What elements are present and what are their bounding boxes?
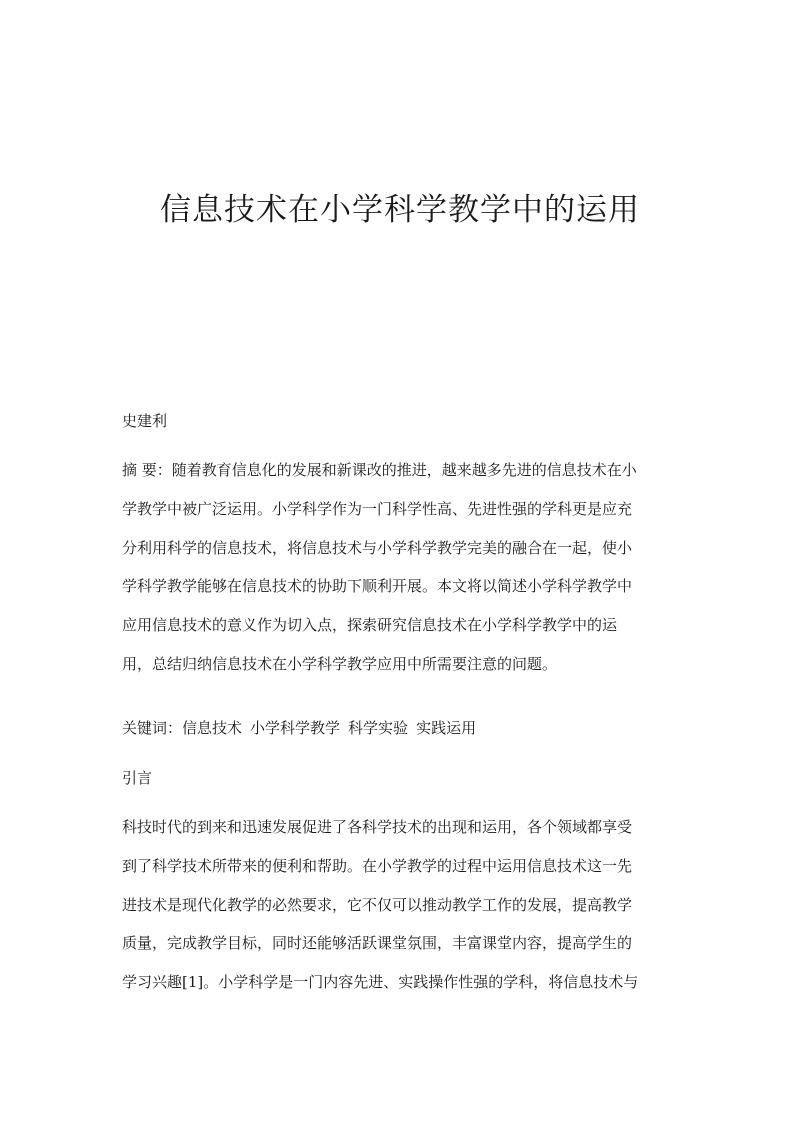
keyword-item: 信息技术 bbox=[182, 719, 243, 737]
intro-line: 学习兴趣[1]。小学科学是一门内容先进、实践操作性强的学科，将信息技术与 bbox=[122, 973, 639, 992]
intro-line: 进技术是现代化教学的必然要求，它不仅可以推动教学工作的发展，提高教学 bbox=[122, 895, 633, 914]
abstract-paragraph bbox=[122, 457, 637, 690]
intro-line: 科技时代的到来和迅速发展促进了各科学技术的出现和运用，各个领域都享受 bbox=[122, 818, 633, 836]
abstract-line: 学教学中被广泛运用。小学科学作为一门科学性高、先进性强的学科更是应充 bbox=[122, 499, 633, 518]
abstract-line: 分利用科学的信息技术，将信息技术与小学科学教学完美的融合在一起，使小 bbox=[122, 538, 633, 557]
author-name: 史建利 bbox=[122, 412, 168, 430]
abstract-line: 摘 要：随着教育信息化的发展和新课改的推进，越来越多先进的信息技术在小 bbox=[122, 461, 637, 479]
abstract-line: 应用信息技术的意义作为切入点，探索研究信息技术在小学科学教学中的运 bbox=[122, 616, 618, 635]
intro-line: 到了科学技术所带来的便利和帮助。在小学教学的过程中运用信息技术这一先 bbox=[122, 856, 633, 875]
keyword-item: 实践运用 bbox=[416, 719, 477, 737]
abstract-line: 学科学教学能够在信息技术的协助下顺利开展。本文将以简述小学科学教学中 bbox=[122, 577, 633, 596]
keyword-item: 小学科学教学 bbox=[250, 719, 341, 737]
intro-paragraph bbox=[122, 814, 638, 1008]
keyword-item: 科学实验 bbox=[348, 719, 409, 737]
section-heading: 引言 bbox=[122, 769, 153, 787]
abstract-line: 用，总结归纳信息技术在小学科学教学应用中所需要注意的问题。 bbox=[122, 654, 558, 673]
document-title: 信息技术在小学科学教学中的运用 bbox=[160, 192, 640, 228]
intro-line: 质量，完成教学目标，同时还能够活跃课堂氛围，丰富课堂内容，提高学生的 bbox=[122, 934, 633, 953]
keywords-label: 关键词： bbox=[122, 719, 183, 737]
keywords-line bbox=[122, 715, 476, 741]
